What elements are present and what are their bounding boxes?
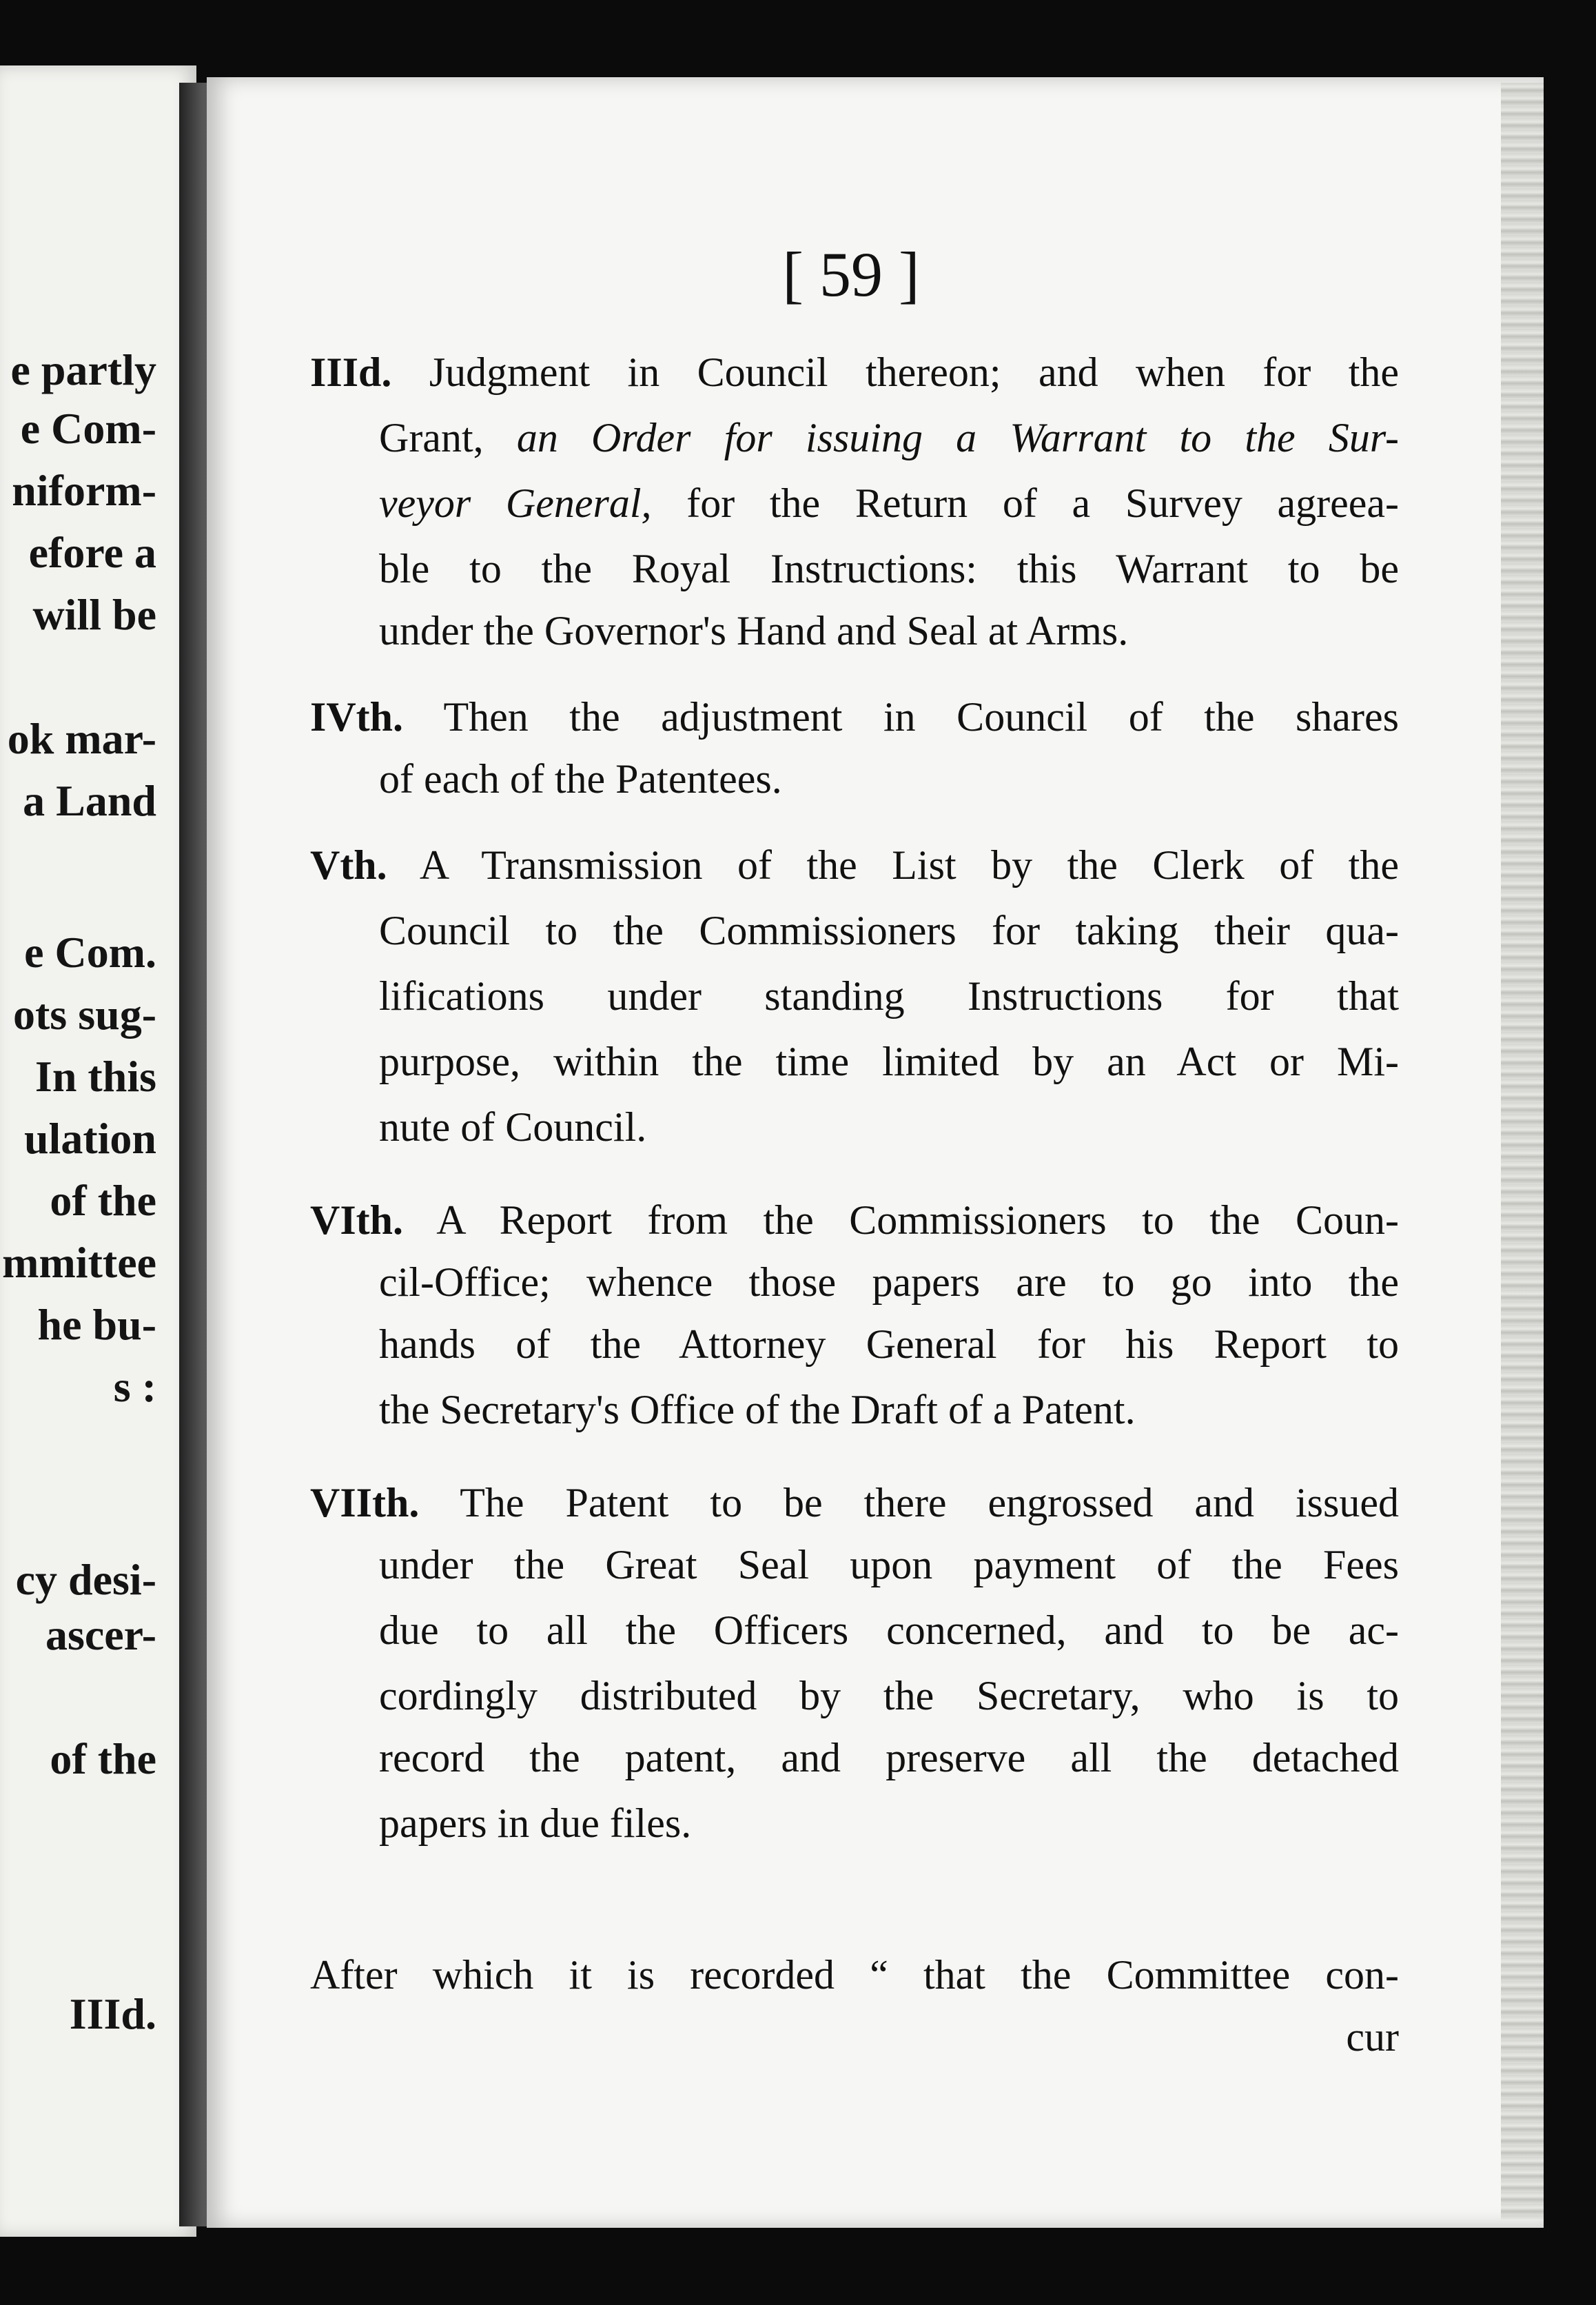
facing-page-line: IIId. <box>69 1989 156 2038</box>
page-number: [ 59 ] <box>782 239 920 309</box>
list-item-first-line: IVth. Then the adjustment in Council of the shares <box>310 694 1399 740</box>
facing-page-line: e partly <box>10 345 156 394</box>
facing-page-line: will be <box>32 590 156 639</box>
closing-line: After which it is recorded “ that the Committee con- <box>310 1952 1399 1998</box>
list-item-line: under the Governor's Hand and Seal at Arms. <box>379 608 1129 653</box>
list-item-first-line: IIId. Judgment in Council thereon; and when for the <box>310 349 1400 395</box>
list-item-line: Council to the Commissioners for taking their qua- <box>379 908 1399 953</box>
facing-page-line: of the <box>50 1734 156 1783</box>
list-item-first-line: VIIth. The Patent to be there engrossed and issued <box>310 1480 1399 1525</box>
list-item-line: the Secretary's Office of the Draft of a Patent. <box>379 1387 1136 1432</box>
facing-page <box>0 65 196 2237</box>
list-item-label: VIIth. <box>310 1480 420 1525</box>
facing-page-line: cy desi- <box>15 1555 156 1604</box>
facing-page-line: of the <box>50 1176 156 1225</box>
facing-page-line: niform- <box>12 466 156 515</box>
facing-page-line: mmittee <box>2 1238 156 1287</box>
list-item-line: Grant, an Order for issuing a Warrant to the Sur- <box>379 415 1399 460</box>
facing-page-line: s : <box>113 1362 156 1411</box>
main-page <box>207 77 1544 2228</box>
list-item-line: lifications under standing Instructions for that <box>379 973 1399 1019</box>
page-edge <box>1501 83 1544 2220</box>
facing-page-line: ok mar- <box>7 714 156 763</box>
list-item-line: under the Great Seal upon payment of the Fees <box>379 1542 1399 1587</box>
facing-page-line: e Com- <box>20 404 156 453</box>
list-item-label: VIth. <box>310 1197 404 1243</box>
list-item-line: of each of the Patentees. <box>379 756 782 802</box>
list-item-first-line: Vth. A Transmission of the List by the Clerk of the <box>310 842 1399 888</box>
facing-page-line: ots sug- <box>12 990 156 1039</box>
list-item-label: IIId. <box>310 349 392 395</box>
list-item-label: IVth. <box>310 694 404 740</box>
facing-page-line: e Com. <box>24 928 156 977</box>
list-item-line: nute of Council. <box>379 1104 647 1150</box>
list-item-line: purpose, within the time limited by an Act or Mi- <box>379 1039 1399 1084</box>
list-item-line: hands of the Attorney General for his Report to <box>379 1321 1399 1367</box>
facing-page-line: efore a <box>28 528 156 577</box>
list-item-line: record the patent, and preserve all the detached <box>379 1735 1399 1780</box>
facing-page-line: In this <box>34 1052 156 1101</box>
catchword: cur <box>1346 2014 1399 2060</box>
list-item-line: cil-Office; whence those papers are to go into the <box>379 1259 1399 1305</box>
facing-page-line: he bu- <box>37 1300 156 1349</box>
list-item-first-line: VIth. A Report from the Commissioners to the Coun- <box>310 1197 1399 1243</box>
list-item-line: cordingly distributed by the Secretary, who is to <box>379 1673 1399 1718</box>
facing-page-line: ascer- <box>45 1610 156 1659</box>
list-item-label: Vth. <box>310 842 387 888</box>
list-item-line: ble to the Royal Instructions: this Warrant to be <box>379 546 1399 591</box>
facing-page-line: ulation <box>23 1114 156 1163</box>
list-item-line: papers in due files. <box>379 1800 692 1846</box>
list-item-line: due to all the Officers concerned, and to be ac- <box>379 1607 1399 1653</box>
facing-page-line: a Land <box>23 776 156 825</box>
list-item-line: veyor General, for the Return of a Survey agreea- <box>379 480 1399 526</box>
